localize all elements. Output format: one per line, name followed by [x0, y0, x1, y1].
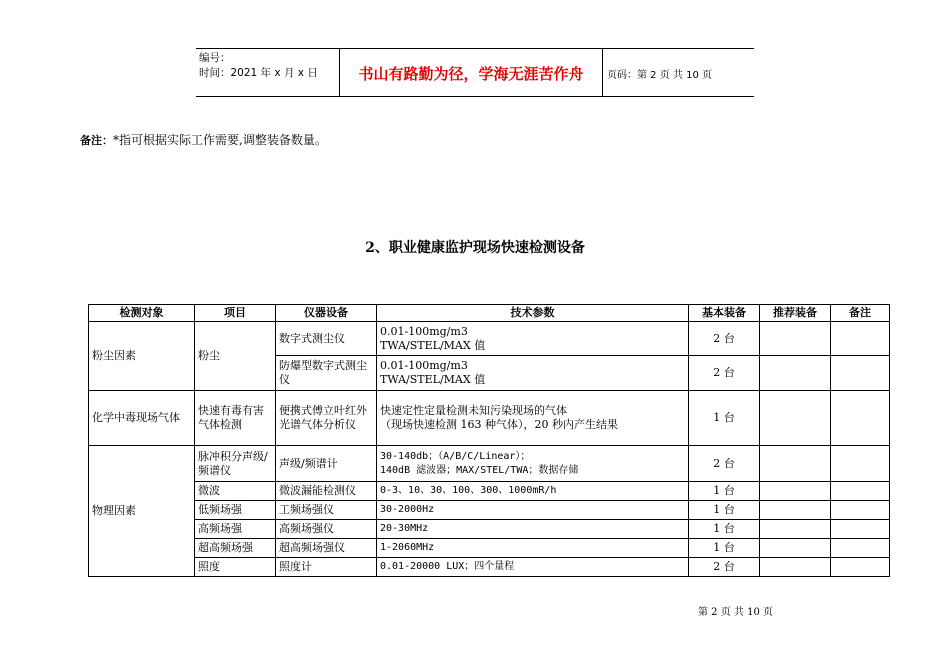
- remark-cell: [831, 356, 890, 391]
- basic-cell: 1 台: [689, 391, 760, 446]
- remark-prefix: 备注：: [80, 134, 113, 147]
- item-cell: 粉尘: [195, 322, 276, 391]
- remark-cell: [831, 322, 890, 356]
- param-line: 140dB 滤波器；MAX/STEL/TWA；数据存储: [380, 464, 579, 476]
- group-cell: 化学中毒现场气体: [89, 391, 195, 446]
- recommended-cell: [760, 446, 831, 482]
- param-line: 快速定性定量检测未知污染现场的气体: [380, 404, 567, 417]
- time-label: 时间：2021 年 x 月 x 日: [199, 67, 318, 79]
- param-line: TWA/STEL/MAX 值: [380, 338, 486, 352]
- table-row: [89, 391, 890, 446]
- recommended-cell: [760, 501, 831, 520]
- table-row: [89, 558, 890, 577]
- device-cell: 微波漏能检测仪: [276, 482, 377, 501]
- recommended-cell: [760, 322, 831, 356]
- param-cell: [377, 356, 689, 391]
- table-row: [89, 520, 890, 539]
- header-cell: 基本装备: [689, 305, 760, 322]
- page-footer: 第 2 页 共 10 页: [698, 607, 773, 618]
- number-label: 编号：: [199, 52, 231, 64]
- table-row: [89, 446, 890, 482]
- basic-cell: 1 台: [689, 482, 760, 501]
- page-label: 页码：第 2 页 共 10 页: [607, 70, 712, 81]
- param-cell: 0.01-20000 LUX；四个量程: [377, 558, 689, 577]
- device-cell: 防爆型数字式测尘仪: [276, 356, 377, 391]
- param-line: TWA/STEL/MAX 值: [380, 373, 486, 386]
- group-cell: 物理因素: [89, 446, 195, 577]
- basic-cell: 1 台: [689, 539, 760, 558]
- remark: [80, 131, 327, 148]
- remark-cell: [831, 501, 890, 520]
- item-cell: 照度: [195, 558, 276, 577]
- device-cell: 便携式傅立叶红外光谱气体分析仪: [276, 391, 377, 446]
- recommended-cell: [760, 482, 831, 501]
- header-cell: 检测对象: [89, 305, 195, 322]
- device-cell: 工频场强仪: [276, 501, 377, 520]
- table-header-row: [89, 305, 890, 322]
- device-cell: 超高频场强仪: [276, 539, 377, 558]
- param-line: 30-140db；（A/B/C/Linear）；: [380, 450, 531, 462]
- param-cell: 30-2000Hz: [377, 501, 689, 520]
- group-cell: 粉尘因素: [89, 322, 195, 391]
- basic-cell: 2 台: [689, 446, 760, 482]
- motto: 书山有路勤为径，学海无涯苦作舟: [358, 65, 584, 83]
- basic-cell: 2 台: [689, 558, 760, 577]
- remark-cell: [831, 520, 890, 539]
- recommended-cell: [760, 558, 831, 577]
- header-cell: 仪器设备: [276, 305, 377, 322]
- device-cell: 数字式测尘仪: [276, 322, 377, 356]
- equipment-table: [88, 304, 890, 577]
- remark-cell: [831, 558, 890, 577]
- remark-cell: [831, 539, 890, 558]
- section-title: 2、职业健康监护现场快速检测设备: [365, 240, 585, 256]
- page-header: [196, 48, 754, 97]
- item-cell: 高频场强: [195, 520, 276, 539]
- header-motto-cell: [339, 49, 603, 96]
- header-cell: 技术参数: [377, 305, 689, 322]
- table-row: [89, 322, 890, 356]
- header-info: [199, 51, 318, 81]
- device-cell: 声级/频谱计: [276, 446, 377, 482]
- param-cell: [377, 322, 689, 356]
- recommended-cell: [760, 520, 831, 539]
- recommended-cell: [760, 356, 831, 391]
- param-line: 0.01-100mg/m3: [380, 359, 468, 372]
- remark-text: *指可根据实际工作需要,调整装备数量。: [113, 133, 327, 147]
- basic-cell: 1 台: [689, 520, 760, 539]
- header-cell: 推荐装备: [760, 305, 831, 322]
- item-cell: 超高频场强: [195, 539, 276, 558]
- param-cell: [377, 446, 689, 482]
- param-line: 0.01-100mg/m3: [380, 324, 468, 338]
- basic-cell: 1 台: [689, 501, 760, 520]
- device-cell: 高频场强仪: [276, 520, 377, 539]
- header-cell: 备注: [831, 305, 890, 322]
- table-row: [89, 501, 890, 520]
- remark-cell: [831, 446, 890, 482]
- param-cell: 1-2060MHz: [377, 539, 689, 558]
- device-cell: 照度计: [276, 558, 377, 577]
- basic-cell: 2 台: [689, 356, 760, 391]
- table-row: [89, 482, 890, 501]
- item-cell: 快速有毒有害气体检测: [195, 391, 276, 446]
- param-cell: 20-30MHz: [377, 520, 689, 539]
- item-cell: 微波: [195, 482, 276, 501]
- recommended-cell: [760, 391, 831, 446]
- param-cell: 0-3、10、30、100、300、1000mR/h: [377, 482, 689, 501]
- table-row: [89, 539, 890, 558]
- param-line: （现场快速检测 163 种气体），20 秒内产生结果: [380, 418, 618, 431]
- header-cell: 项目: [195, 305, 276, 322]
- remark-cell: [831, 391, 890, 446]
- item-cell: 脉冲积分声级/频谱仪: [195, 446, 276, 482]
- basic-cell: 2 台: [689, 322, 760, 356]
- recommended-cell: [760, 539, 831, 558]
- item-cell: 低频场强: [195, 501, 276, 520]
- remark-cell: [831, 482, 890, 501]
- param-cell: [377, 391, 689, 446]
